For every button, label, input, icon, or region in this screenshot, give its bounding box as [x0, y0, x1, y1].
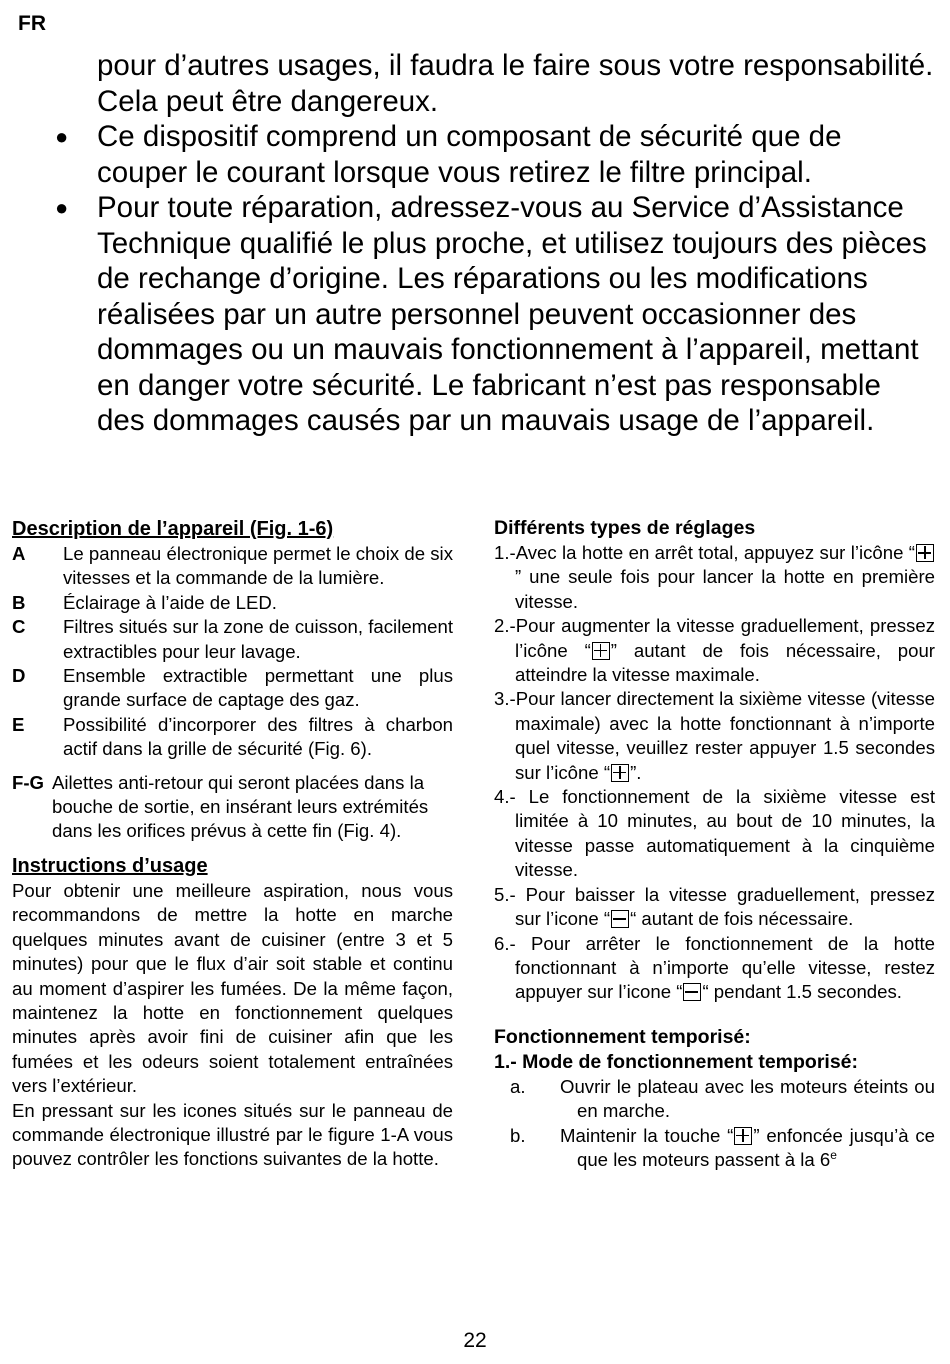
- step-text: 5.- Pour baisser la vitesse graduellement, pressez sur l’icone “: [494, 883, 935, 930]
- sub-text-content: Ouvrir le plateau avec les moteurs éteints ou en marche.: [560, 1075, 935, 1122]
- step-text: 2.-Pour augmenter la vitesse graduellement, pressez l’icône “: [494, 615, 935, 661]
- description-item: [12, 713, 453, 762]
- plus-icon: [916, 544, 934, 562]
- usage-paragraph: Pour obtenir une meilleure aspiration, nous vous recommandons de mettre la hotte en marche quelques minutes avant de cuisiner (entre 3 et 5 minutes) pour que le flux d’air soit stable et continu au moment d’aspirer les fumées. De la même façon, maintenez la hotte en fonctionnement quelques minutes après avoir fini de cuisiner afin que les fumées et les odeurs soient totalement entraînées vers l’extérieur.: [12, 879, 453, 1097]
- step-text: ” une seule fois pour lancer la hotte en première vitesse.: [515, 566, 935, 612]
- item-text: Ailettes anti-retour qui seront placées dans la bouche de sortie, en insérant leurs extrémités dans les orifices prévus à cette fin (Fig. 4).: [52, 771, 429, 842]
- sub-text-content: Maintenir la touche “: [560, 1124, 734, 1146]
- item-letter: D: [12, 665, 26, 687]
- description-heading: Description de l’appareil (Fig. 1-6): [12, 518, 334, 540]
- description-item: [12, 615, 453, 664]
- item-text: Ensemble extractible permettant une plus grande surface de captage des gaz.: [63, 665, 453, 711]
- usage-paragraph: En pressant sur les icones situés sur le panneau de commande électronique illustré par le figure 1-A vous pouvez contrôler les fonctions suivantes de la hotte.: [12, 1099, 453, 1170]
- step-4: 4.- Le fonctionnement de la sixième vitesse est limitée à 10 minutes, au bout de 10 minutes, la vitesse passe automatiquement à la cinquième vitesse.: [494, 786, 935, 881]
- sub-text: [527, 1075, 935, 1124]
- sub-text-content: ” enfoncée jusqu’à ce que les moteurs passent à la 6: [577, 1124, 935, 1170]
- step-text: 3.-Pour lancer directement la sixième vitesse (vitesse maximale) avec la hotte fonctionnant à n’importe quel vitesse, veuillez rester appuyer 1.5 secondes sur l’icône “: [494, 688, 935, 783]
- step-text: 6.- Pour arrêter le fonctionnement de la hotte fonctionnant à n’importe qu’elle vitesse, restez appuyer sur l’icone “: [494, 932, 935, 1003]
- superscript: e: [830, 1147, 837, 1162]
- description-item: [12, 542, 453, 591]
- settings-heading: Différents types de réglages: [494, 517, 756, 539]
- continued-paragraph: pour d’autres usages, il faudra le faire sous votre responsabilité. Cela peut être dangereux.: [97, 49, 934, 118]
- sub-label: a.: [510, 1075, 526, 1097]
- right-column: [494, 516, 935, 1172]
- top-text-block: [0, 48, 950, 439]
- item-letter: F-G: [12, 771, 45, 793]
- item-letter: E: [12, 713, 25, 735]
- step-1: [494, 541, 935, 614]
- plus-icon: [592, 642, 610, 660]
- language-label: FR: [18, 12, 46, 35]
- usage-heading: Instructions d’usage: [12, 854, 208, 877]
- description-item-fg: [12, 771, 453, 844]
- item-text: Le panneau électronique permet le choix de six vitesses et la commande de la lumière.: [63, 543, 453, 589]
- bullet-item: [0, 119, 950, 190]
- step-text: ”.: [630, 761, 642, 783]
- step-text: “ pendant 1.5 secondes.: [702, 981, 902, 1003]
- spacer: [12, 762, 453, 771]
- step-3: [494, 687, 935, 785]
- left-column: [12, 516, 453, 1172]
- step-5: [494, 883, 935, 932]
- step-text: “ autant de fois nécessaire.: [630, 908, 854, 930]
- item-text: Éclairage à l’aide de LED.: [63, 591, 277, 613]
- item-text: Filtres situés sur la zone de cuisson, facilement extractibles pour leur lavage.: [63, 616, 453, 662]
- timer-subheading: 1.- Mode de fonctionnement temporisé:: [494, 1050, 859, 1073]
- description-item: [12, 664, 453, 713]
- step-6: [494, 932, 935, 1005]
- step-2: [494, 614, 935, 687]
- timer-heading: Fonctionnement temporisé:: [494, 1025, 751, 1048]
- bullet-icon: ●: [55, 124, 69, 149]
- bullet-item: [0, 190, 950, 439]
- bullet-icon: ●: [55, 195, 69, 220]
- spacer: [12, 844, 453, 853]
- bullet-text: Ce dispositif comprend un composant de sécurité que de couper le courant lorsque vous retirez le filtre principal.: [97, 120, 842, 189]
- sub-text: [527, 1124, 935, 1173]
- item-letter: C: [12, 616, 26, 638]
- plus-icon: [611, 764, 629, 782]
- spacer: [494, 1005, 935, 1025]
- timer-step-b: [494, 1124, 935, 1173]
- minus-icon: [683, 983, 701, 1001]
- description-item: [12, 591, 453, 615]
- sub-label: b.: [510, 1124, 526, 1146]
- page-number: 22: [463, 1329, 487, 1352]
- item-letter: B: [12, 591, 26, 613]
- step-text: 1.-Avec la hotte en arrêt total, appuyez sur l’icône “: [494, 542, 915, 563]
- plus-icon: [734, 1127, 752, 1145]
- step-text: ” autant de fois nécessaire, pour atteindre la vitesse maximale.: [515, 639, 935, 686]
- minus-icon: [611, 910, 629, 928]
- item-letter: A: [12, 543, 26, 564]
- timer-step-a: [494, 1075, 935, 1124]
- bullet-text: Pour toute réparation, adressez-vous au Service d’Assistance Technique qualifié le plus proche, et utilisez toujours des pièces de rechange d’origine. Les réparations ou les modifications réalisées par un autre personnel peuvent occasionner des dommages ou un mauvais fonctionnement à l’appareil, mettant en danger votre sécurité. Le fabricant n’est pas responsable des dommages causés par un mauvais usage de l’appareil.: [97, 191, 927, 437]
- item-text: Possibilité d’incorporer des filtres à charbon actif dans la grille de sécurité (Fig. 6).: [63, 713, 453, 760]
